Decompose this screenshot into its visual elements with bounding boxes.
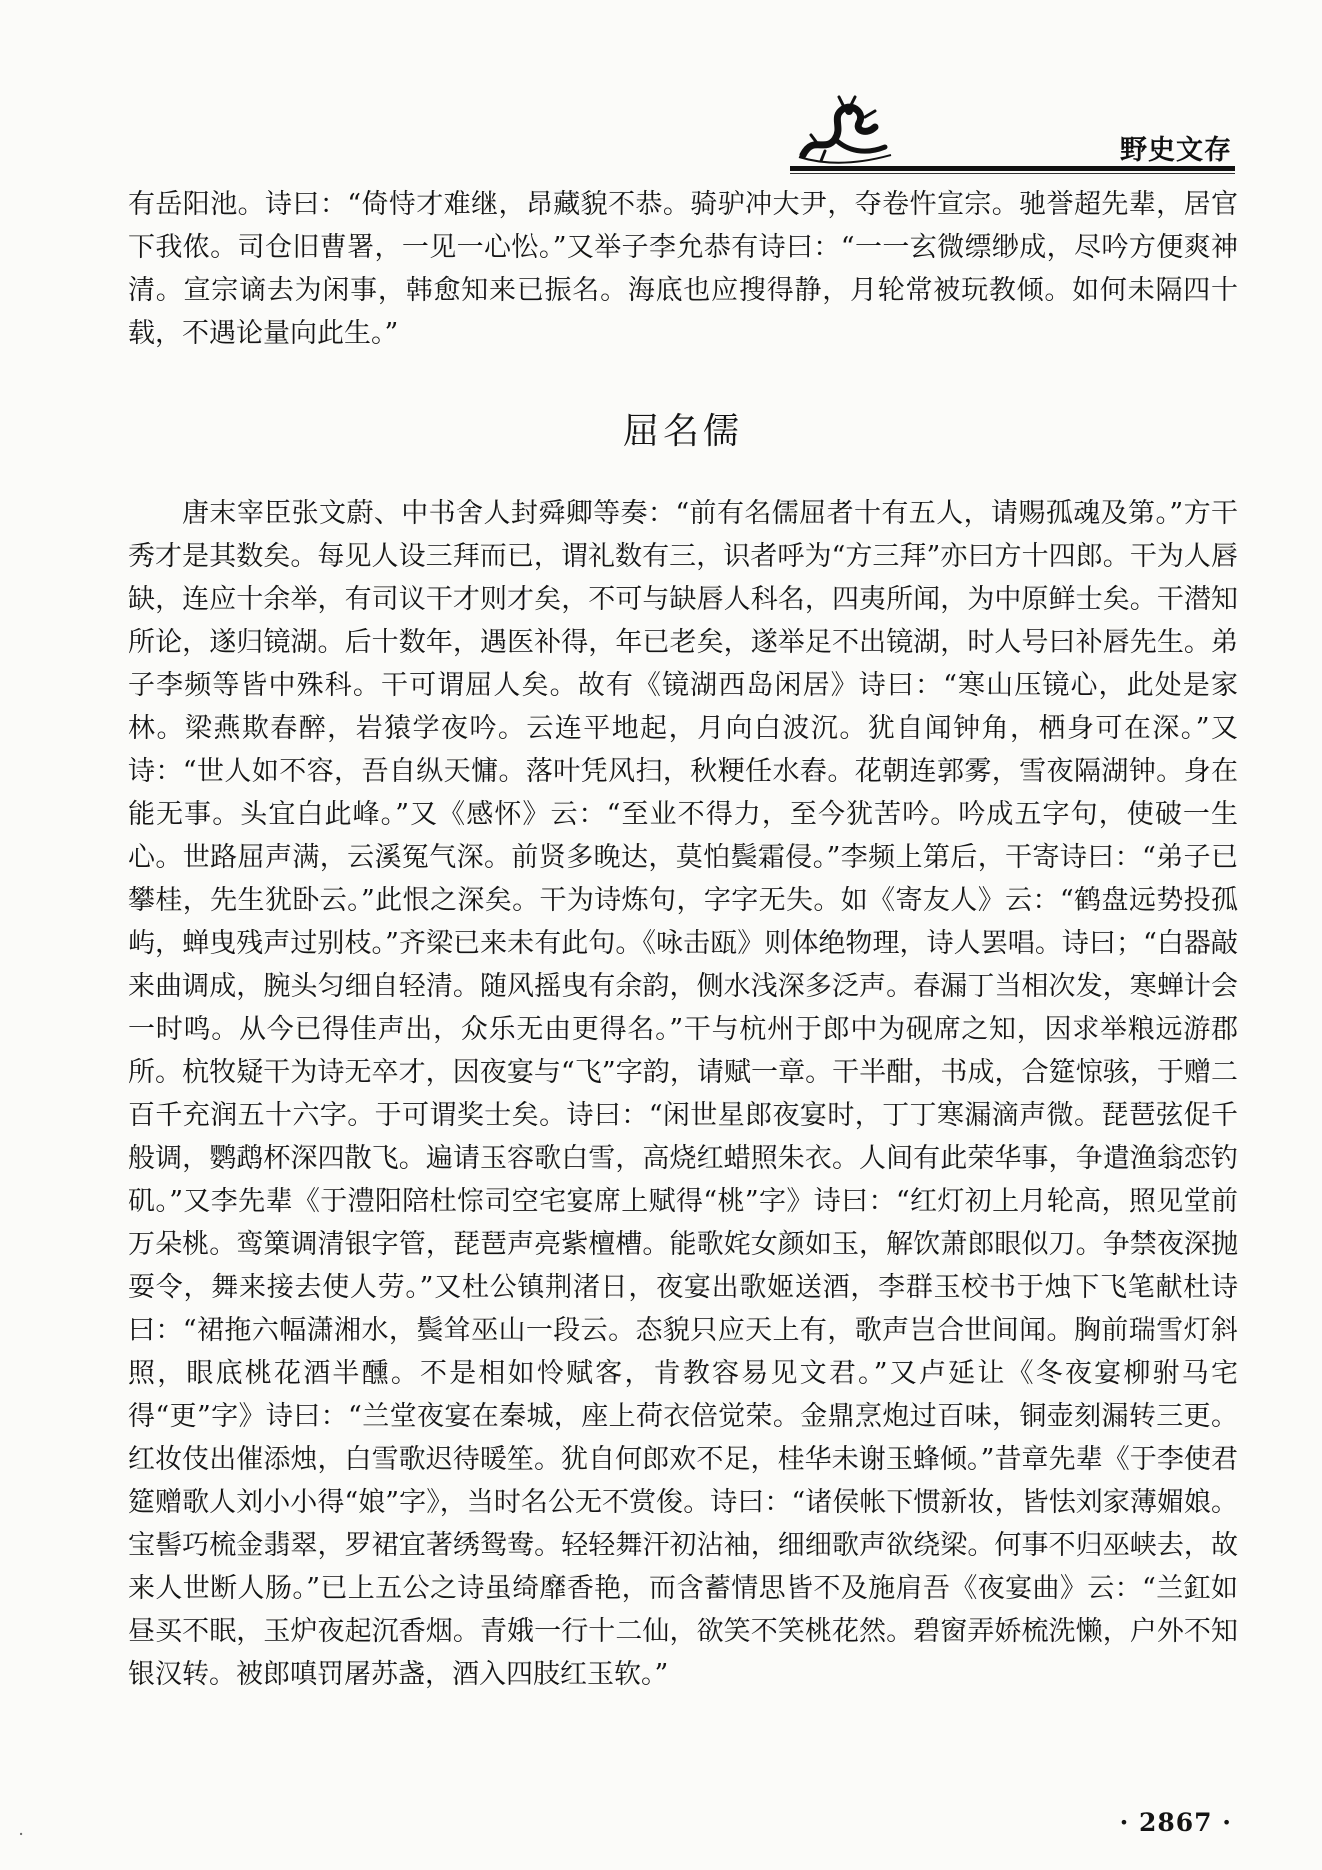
dragon-emblem-icon xyxy=(795,95,895,167)
page-header xyxy=(0,0,1322,175)
section-body: 唐末宰臣张文蔚、中书舍人封舜卿等奏：“前有名儒屈者十有五人，请赐孤魂及第。”方干秀才是其数矣。每见人设三拜而已，谓礼数有三，识者呼为“方三拜”亦曰方十四郎。干为人唇缺，连应十余举，有司议干才则才矣，不可与缺唇人科名，四夷所闻，为中原鲜士矣。干潜知所论，遂归镜湖。后十数年，遇医补得，年已老矣，遂举足不出镜湖，时人号曰补唇先生。弟子李频等皆中殊科。干可谓屈人矣。故有《镜湖西岛闲居》诗曰：“寒山压镜心，此处是家林。梁燕欺春醉，岩猿学夜吟。云连平地起，月向白波沉。犹自闻钟角，栖身可在深。”又诗：“世人如不容，吾自纵天慵。落叶凭风扫，秋粳任水舂。花朝连郭雾，雪夜隔湖钟。身在能无事。头宜白此峰。”又《感怀》云：“至业不得力，至今犹苦吟。吟成五字句，使破一生心。世路屈声满，云溪冤气深。前贤多晚达，莫怕鬓霜侵。”李频上第后，干寄诗曰：“弟子已攀桂，先生犹卧云。”此恨之深矣。干为诗炼句，字字无失。如《寄友人》云：“鹤盘远势投孤屿，蝉曳残声过别枝。”齐梁已来未有此句。《咏击瓯》则体绝物理，诗人罢唱。诗曰；“白器敲来曲调成，腕头匀细自轻清。随风摇曳有余韵，侧水浅深多泛声。春漏丁当相次发，寒蝉计会一时鸣。从今已得佳声出，众乐无由更得名。”干与杭州于郎中为砚席之知，因求举粮远游郡所。杭牧疑干为诗无卒才，因夜宴与“飞”字韵，请赋一章。干半酣，书成，合筵惊骇，于赠二百千充润五十六字。于可谓奖士矣。诗曰：“闲世星郎夜宴时，丁丁寒漏滴声微。琵琶弦促千般调，鹦鹉杯深四散飞。遍请玉容歌白雪，高烧红蜡照朱衣。人间有此荣华事，争遣渔翁恋钓矶。”又李先辈《于澧阳陪杜悰司空宅宴席上赋得“桃”字》诗曰：“红灯初上月轮高，照见堂前万朵桃。鸾篥调清银字管，琵琶声亮紫檀槽。能歌姹女颜如玉，解饮萧郎眼似刀。争禁夜深抛耍令，舞来接去使人劳。”又杜公镇荆渚日，夜宴出歌姬送酒，李群玉校书于烛下飞笔献杜诗曰：“裙拖六幅潇湘水，鬓耸巫山一段云。态貌只应天上有，歌声岂合世间闻。胸前瑞雪灯斜照，眼底桃花酒半醺。不是相如怜赋客，肯教容易见文君。”又卢延让《冬夜宴柳驸马宅得“更”字》诗曰：“兰堂夜宴在秦城，座上荷衣倍觉荣。金鼎烹炮过百味，铜壶刻漏转三更。红妆伎出催添烛，白雪歌迟待暖笙。犹自何郎欢不足，桂华未谢玉蜂倾。”昔章先辈《于李使君筵赠歌人刘小小得“娘”字》，当时名公无不赏俊。诗曰：“诸侯帐下惯新妆，皆怯刘家薄媚娘。宝髻巧梳金翡翠，罗裙宜著绣鸳鸯。轻轻舞汗初沾袖，细细歌声欲绕梁。何事不归巫峡去，故来人世断人肠。”已上五公之诗虽绮靡香艳，而含蓄情思皆不及施肩吾《夜宴曲》云：“兰釭如昼买不眠，玉炉夜起沉香烟。青娥一行十二仙，欲笑不笑桃花然。碧窗弄娇梳洗懒，户外不知银汉转。被郎嗔罚屠苏盏，酒入四肢红玉软。” xyxy=(128,498,1238,1690)
scan-speck: ⠂ xyxy=(18,1828,29,1844)
header-rule xyxy=(790,166,1235,171)
page-number: · 2867 · xyxy=(1119,1808,1232,1837)
header-rule-thin xyxy=(790,173,1235,174)
intro-paragraph: 有岳阳池。诗曰：“倚恃才难继，昂藏貌不恭。骑驴冲大尹，夺卷忤宣宗。驰誉超先辈，居官下我侬。司仓旧曹署，一见一心忪。”又举子李允恭有诗曰：“一一玄微缥缈成，尽吟方便爽神清。宣宗谪去为闲事，韩愈知来已振名。海底也应搜得静，月轮常被玩教倾。如何未隔四十载，不遇论量向此生。” xyxy=(128,189,1238,349)
series-title: 野史文存 xyxy=(1120,135,1232,166)
section-title: 屈名儒 xyxy=(622,411,743,452)
page-content xyxy=(128,183,1238,1696)
